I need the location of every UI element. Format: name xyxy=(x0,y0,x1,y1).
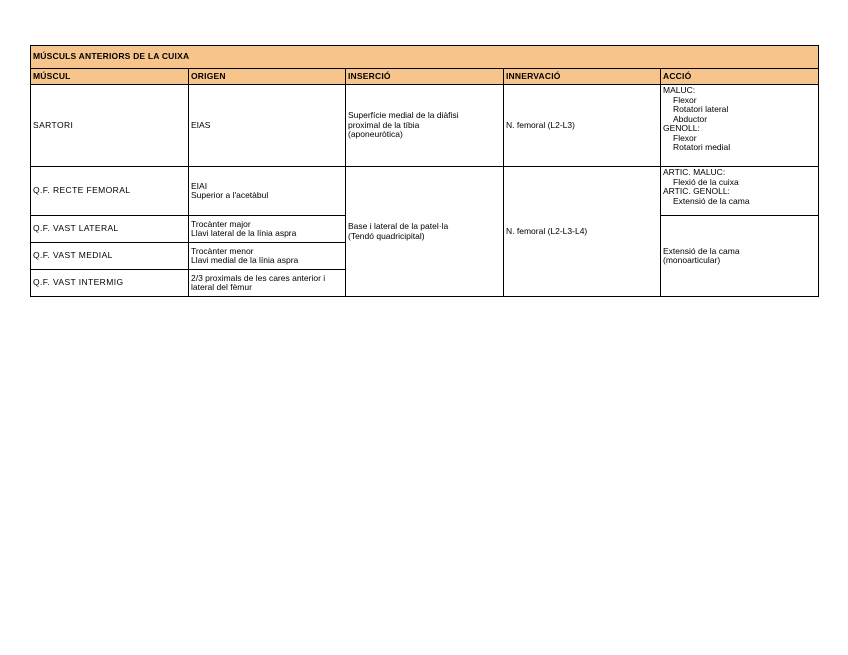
action-line: Rotatori medial xyxy=(673,142,731,152)
action-line: Abductor xyxy=(673,113,708,124)
header-innervation: INNERVACIÓ xyxy=(504,69,661,85)
muscle-name: Q.F. VAST MEDIAL xyxy=(31,243,189,270)
origin-line: lateral del fèmur xyxy=(191,282,252,292)
action-cell xyxy=(661,167,819,216)
action-line: Flexió de la cuixa xyxy=(673,176,739,187)
action-line: ARTIC. MALUC: xyxy=(663,167,726,177)
origin-cell xyxy=(189,243,346,270)
action-line: Extensió de la cama xyxy=(673,195,750,206)
header-muscle: MÚSCUL xyxy=(31,69,189,85)
action-line: MALUC: xyxy=(663,85,696,95)
insertion-line: proximal de la tíbia xyxy=(348,119,420,130)
insertion-line: Superfície medial de la diàfisi xyxy=(348,110,459,121)
action-cell xyxy=(661,85,819,167)
action-line: Flexor xyxy=(673,94,697,105)
insertion-line: (Tendó quadricipital) xyxy=(348,230,425,241)
origin-cell xyxy=(189,167,346,216)
origin-line: Llavi lateral de la línia aspra xyxy=(191,228,297,238)
action-line: Extensió de la cama xyxy=(663,245,740,256)
vasts-action-cell xyxy=(661,216,819,297)
innervation-cell: N. femoral (L2-L3) xyxy=(504,85,661,167)
header-row xyxy=(31,69,819,85)
table-row-recte-femoral xyxy=(31,167,819,216)
action-line: (monoarticular) xyxy=(663,255,721,265)
muscles-table xyxy=(30,45,819,297)
quadriceps-insertion-cell xyxy=(346,167,504,297)
muscle-name: SARTORI xyxy=(31,85,189,167)
action-line: ARTIC. GENOLL: xyxy=(663,186,730,196)
origin-cell xyxy=(189,85,346,167)
origin-line: Superior a l'acetàbul xyxy=(191,190,269,200)
origin-line: EIAS xyxy=(191,119,211,130)
origin-line: EIAI xyxy=(191,180,208,191)
origin-cell xyxy=(189,270,346,297)
muscle-name: Q.F. VAST LATERAL xyxy=(31,216,189,243)
muscle-name: Q.F. RECTE FEMORAL xyxy=(31,167,189,216)
origin-line: Trocànter menor xyxy=(191,245,254,256)
header-action: ACCIÓ xyxy=(661,69,819,85)
insertion-line: (aponeuròtica) xyxy=(348,129,403,140)
insertion-cell xyxy=(346,85,504,167)
origin-cell xyxy=(189,216,346,243)
origin-line: Llavi medial de la línia aspra xyxy=(191,255,299,265)
action-line: GENOLL: xyxy=(663,123,700,133)
action-line: Rotatori lateral xyxy=(673,104,729,114)
origin-line: 2/3 proximals de les cares anterior i xyxy=(191,272,326,283)
header-origin: ORIGEN xyxy=(189,69,346,85)
muscle-sheet xyxy=(30,45,818,297)
table-title-row xyxy=(31,46,819,69)
action-line: Flexor xyxy=(673,132,697,143)
header-insertion: INSERCIÓ xyxy=(346,69,504,85)
origin-line: Trocànter major xyxy=(191,218,251,229)
quadriceps-innervation-cell: N. femoral (L2-L3-L4) xyxy=(504,167,661,297)
table-row-sartori xyxy=(31,85,819,167)
insertion-line: Base i lateral de la patel·la xyxy=(348,221,449,231)
table-title: MÚSCULS ANTERIORS DE LA CUIXA xyxy=(31,46,819,69)
muscle-name: Q.F. VAST INTERMIG xyxy=(31,270,189,297)
